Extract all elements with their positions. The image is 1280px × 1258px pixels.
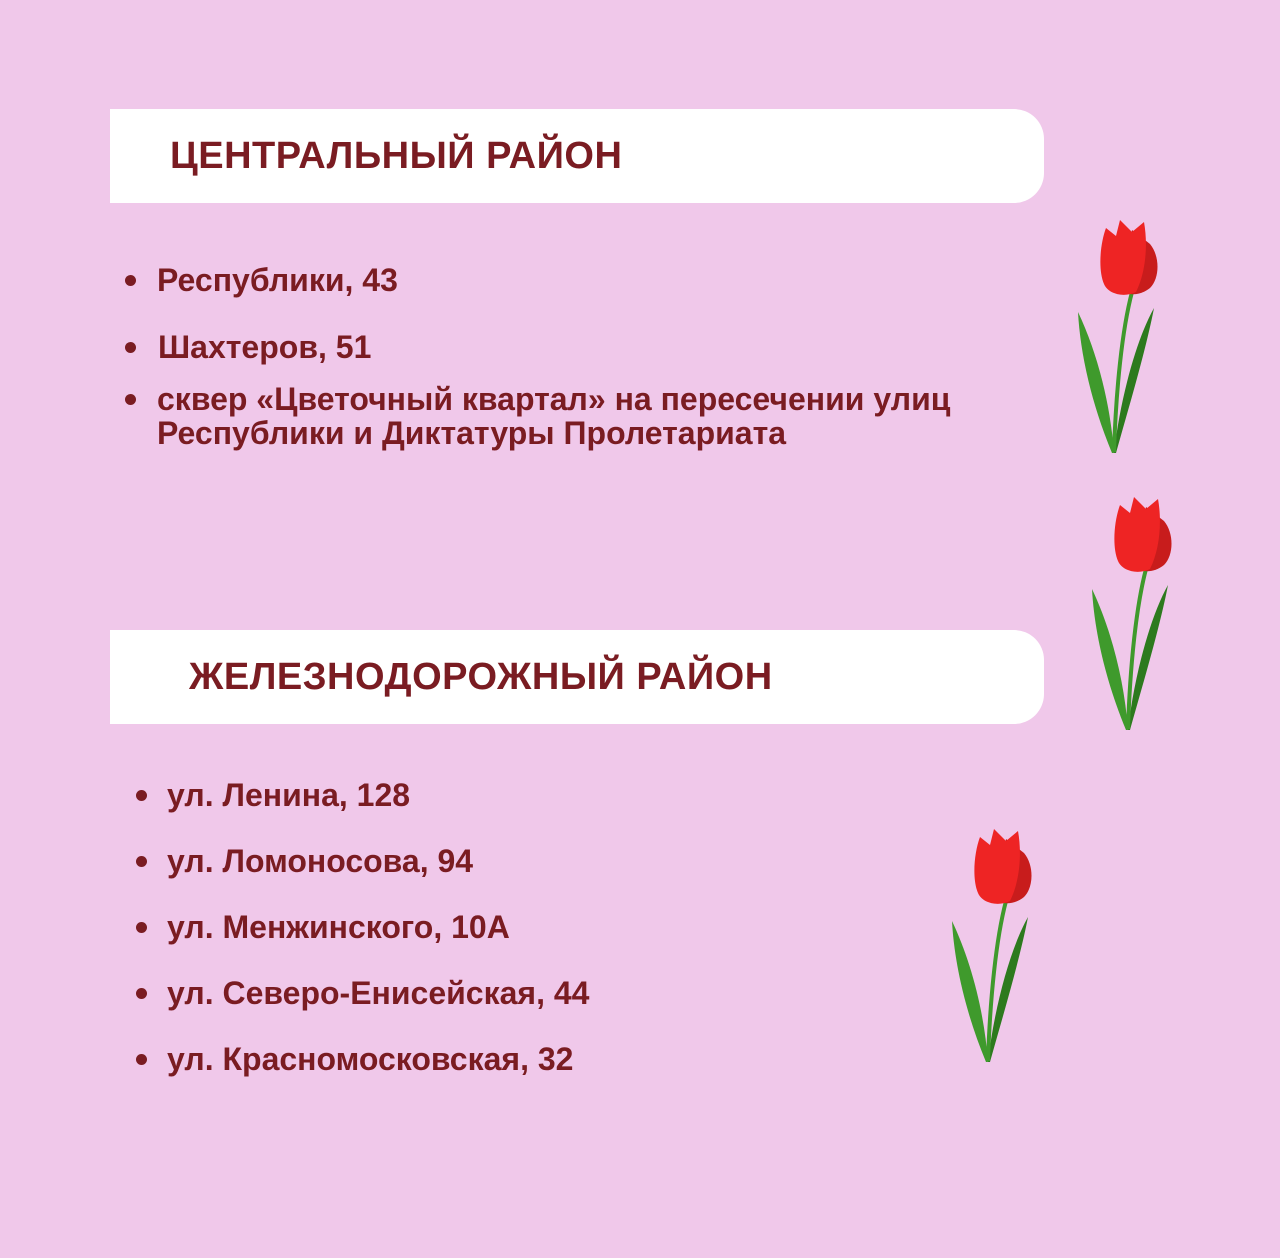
- address-text: ул. Ленина, 128: [167, 777, 411, 813]
- list-item: [136, 844, 589, 878]
- address-text: ул. Ломоносова, 94: [167, 843, 474, 879]
- address-text: Республики, 43: [157, 262, 398, 298]
- address-text-line-1: сквер «Цветочный квартал» на пересечении улиц: [157, 381, 951, 417]
- bullet-icon: [136, 856, 147, 867]
- tulip-icon: [950, 829, 1040, 1067]
- central-address-list: [125, 263, 950, 450]
- bullet-icon: [125, 394, 136, 405]
- list-item: [136, 976, 589, 1010]
- bullet-icon: [136, 790, 147, 801]
- tulip-icon: [1090, 497, 1180, 735]
- central-district-title: ЦЕНТРАЛЬНЫЙ РАЙОН: [170, 134, 623, 177]
- list-item: [136, 1042, 589, 1076]
- list-item: [125, 263, 950, 297]
- address-text: ул. Красномосковская, 32: [167, 1041, 574, 1077]
- bullet-icon: [136, 922, 147, 933]
- address-text-line-2: Республики и Диктатуры Пролетариата: [157, 415, 787, 451]
- bullet-icon: [136, 988, 147, 999]
- list-item: [136, 910, 589, 944]
- address-text: Шахтеров, 51: [158, 329, 372, 365]
- address-text: ул. Менжинского, 10А: [167, 909, 510, 945]
- list-item: [125, 382, 950, 450]
- bullet-icon: [136, 1054, 147, 1065]
- bullet-icon: [125, 275, 136, 286]
- railway-address-list: [136, 778, 589, 1076]
- bullet-icon: [125, 342, 136, 353]
- list-item: [125, 330, 950, 364]
- railway-district-title: ЖЕЛЕЗНОДОРОЖНЫЙ РАЙОН: [189, 655, 773, 698]
- railway-district-banner: [110, 630, 1044, 724]
- list-item: [136, 778, 589, 812]
- central-district-banner: [110, 109, 1044, 203]
- address-text: ул. Северо-Енисейская, 44: [167, 975, 590, 1011]
- tulip-icon: [1076, 220, 1166, 458]
